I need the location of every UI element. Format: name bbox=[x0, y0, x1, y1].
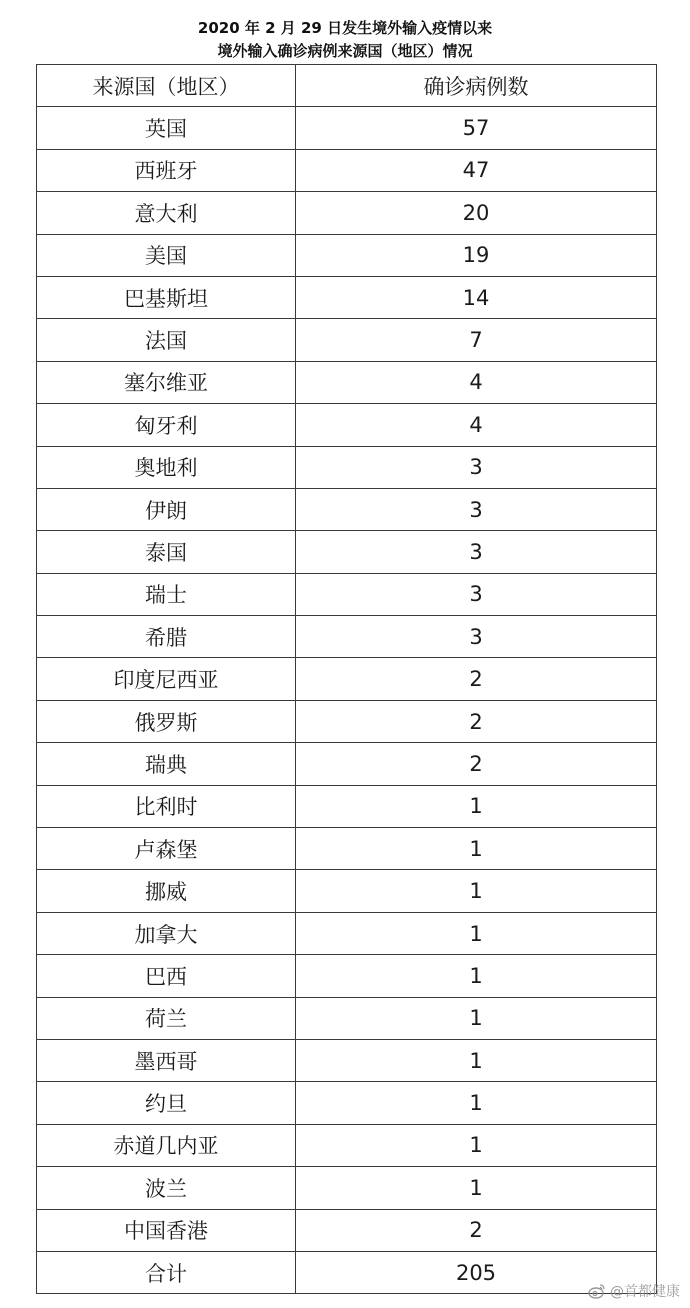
region-cell: 意大利 bbox=[37, 192, 296, 234]
table-row bbox=[37, 912, 657, 954]
table-row bbox=[37, 319, 657, 361]
count-cell: 20 bbox=[296, 192, 657, 234]
count-cell: 1 bbox=[296, 955, 657, 997]
table-row bbox=[37, 700, 657, 742]
region-cell: 英国 bbox=[37, 107, 296, 149]
count-cell: 3 bbox=[296, 573, 657, 615]
count-cell: 7 bbox=[296, 319, 657, 361]
region-cell: 巴基斯坦 bbox=[37, 276, 296, 318]
count-cell: 3 bbox=[296, 446, 657, 488]
table-row bbox=[37, 616, 657, 658]
count-cell: 2 bbox=[296, 658, 657, 700]
region-cell: 赤道几内亚 bbox=[37, 1124, 296, 1166]
region-cell: 比利时 bbox=[37, 785, 296, 827]
region-cell: 挪威 bbox=[37, 870, 296, 912]
table-row bbox=[37, 149, 657, 191]
cases-table bbox=[36, 64, 657, 1294]
count-cell: 14 bbox=[296, 276, 657, 318]
total-count: 205 bbox=[296, 1251, 657, 1293]
weibo-icon bbox=[588, 1283, 606, 1299]
table-row bbox=[37, 1209, 657, 1251]
region-cell: 瑞典 bbox=[37, 743, 296, 785]
region-cell: 约旦 bbox=[37, 1082, 296, 1124]
region-cell: 伊朗 bbox=[37, 488, 296, 530]
count-cell: 4 bbox=[296, 361, 657, 403]
table-row bbox=[37, 234, 657, 276]
region-cell: 印度尼西亚 bbox=[37, 658, 296, 700]
region-cell: 希腊 bbox=[37, 616, 296, 658]
table-row bbox=[37, 107, 657, 149]
count-cell: 2 bbox=[296, 700, 657, 742]
count-cell: 1 bbox=[296, 1039, 657, 1081]
table-row bbox=[37, 785, 657, 827]
table-row bbox=[37, 404, 657, 446]
table-row bbox=[37, 870, 657, 912]
watermark bbox=[588, 1281, 680, 1301]
region-cell: 巴西 bbox=[37, 955, 296, 997]
count-cell: 19 bbox=[296, 234, 657, 276]
table-row bbox=[37, 743, 657, 785]
count-cell: 4 bbox=[296, 404, 657, 446]
count-cell: 1 bbox=[296, 870, 657, 912]
table-row bbox=[37, 1167, 657, 1209]
region-cell: 泰国 bbox=[37, 531, 296, 573]
table-row bbox=[37, 828, 657, 870]
header-count: 确诊病例数 bbox=[296, 65, 657, 107]
region-cell: 匈牙利 bbox=[37, 404, 296, 446]
count-cell: 2 bbox=[296, 1209, 657, 1251]
count-cell: 1 bbox=[296, 785, 657, 827]
region-cell: 奥地利 bbox=[37, 446, 296, 488]
title-line-2: 境外输入确诊病例来源国（地区）情况 bbox=[217, 42, 473, 60]
count-cell: 1 bbox=[296, 828, 657, 870]
count-cell: 47 bbox=[296, 149, 657, 191]
region-cell: 卢森堡 bbox=[37, 828, 296, 870]
count-cell: 3 bbox=[296, 616, 657, 658]
total-row bbox=[37, 1251, 657, 1293]
header-row bbox=[37, 65, 657, 107]
total-label: 合计 bbox=[37, 1251, 296, 1293]
table-row bbox=[37, 573, 657, 615]
region-cell: 中国香港 bbox=[37, 1209, 296, 1251]
table-row bbox=[37, 488, 657, 530]
watermark-text: @首都健康 bbox=[610, 1284, 680, 1300]
table-row bbox=[37, 446, 657, 488]
region-cell: 墨西哥 bbox=[37, 1039, 296, 1081]
table-row bbox=[37, 1039, 657, 1081]
count-cell: 1 bbox=[296, 1082, 657, 1124]
title-line-1: 2020 年 2 月 29 日发生境外输入疫情以来 bbox=[197, 19, 493, 37]
table-row bbox=[37, 1124, 657, 1166]
count-cell: 1 bbox=[296, 1167, 657, 1209]
count-cell: 1 bbox=[296, 912, 657, 954]
region-cell: 波兰 bbox=[37, 1167, 296, 1209]
table-row bbox=[37, 276, 657, 318]
region-cell: 俄罗斯 bbox=[37, 700, 296, 742]
region-cell: 加拿大 bbox=[37, 912, 296, 954]
table-row bbox=[37, 658, 657, 700]
count-cell: 57 bbox=[296, 107, 657, 149]
count-cell: 3 bbox=[296, 488, 657, 530]
region-cell: 瑞士 bbox=[37, 573, 296, 615]
count-cell: 1 bbox=[296, 1124, 657, 1166]
table-row bbox=[37, 955, 657, 997]
region-cell: 西班牙 bbox=[37, 149, 296, 191]
count-cell: 2 bbox=[296, 743, 657, 785]
table-row bbox=[37, 997, 657, 1039]
region-cell: 荷兰 bbox=[37, 997, 296, 1039]
table-row bbox=[37, 361, 657, 403]
count-cell: 1 bbox=[296, 997, 657, 1039]
table-row bbox=[37, 531, 657, 573]
header-region: 来源国（地区） bbox=[37, 65, 296, 107]
count-cell: 3 bbox=[296, 531, 657, 573]
table-row bbox=[37, 192, 657, 234]
region-cell: 美国 bbox=[37, 234, 296, 276]
table-row bbox=[37, 1082, 657, 1124]
region-cell: 塞尔维亚 bbox=[37, 361, 296, 403]
region-cell: 法国 bbox=[37, 319, 296, 361]
